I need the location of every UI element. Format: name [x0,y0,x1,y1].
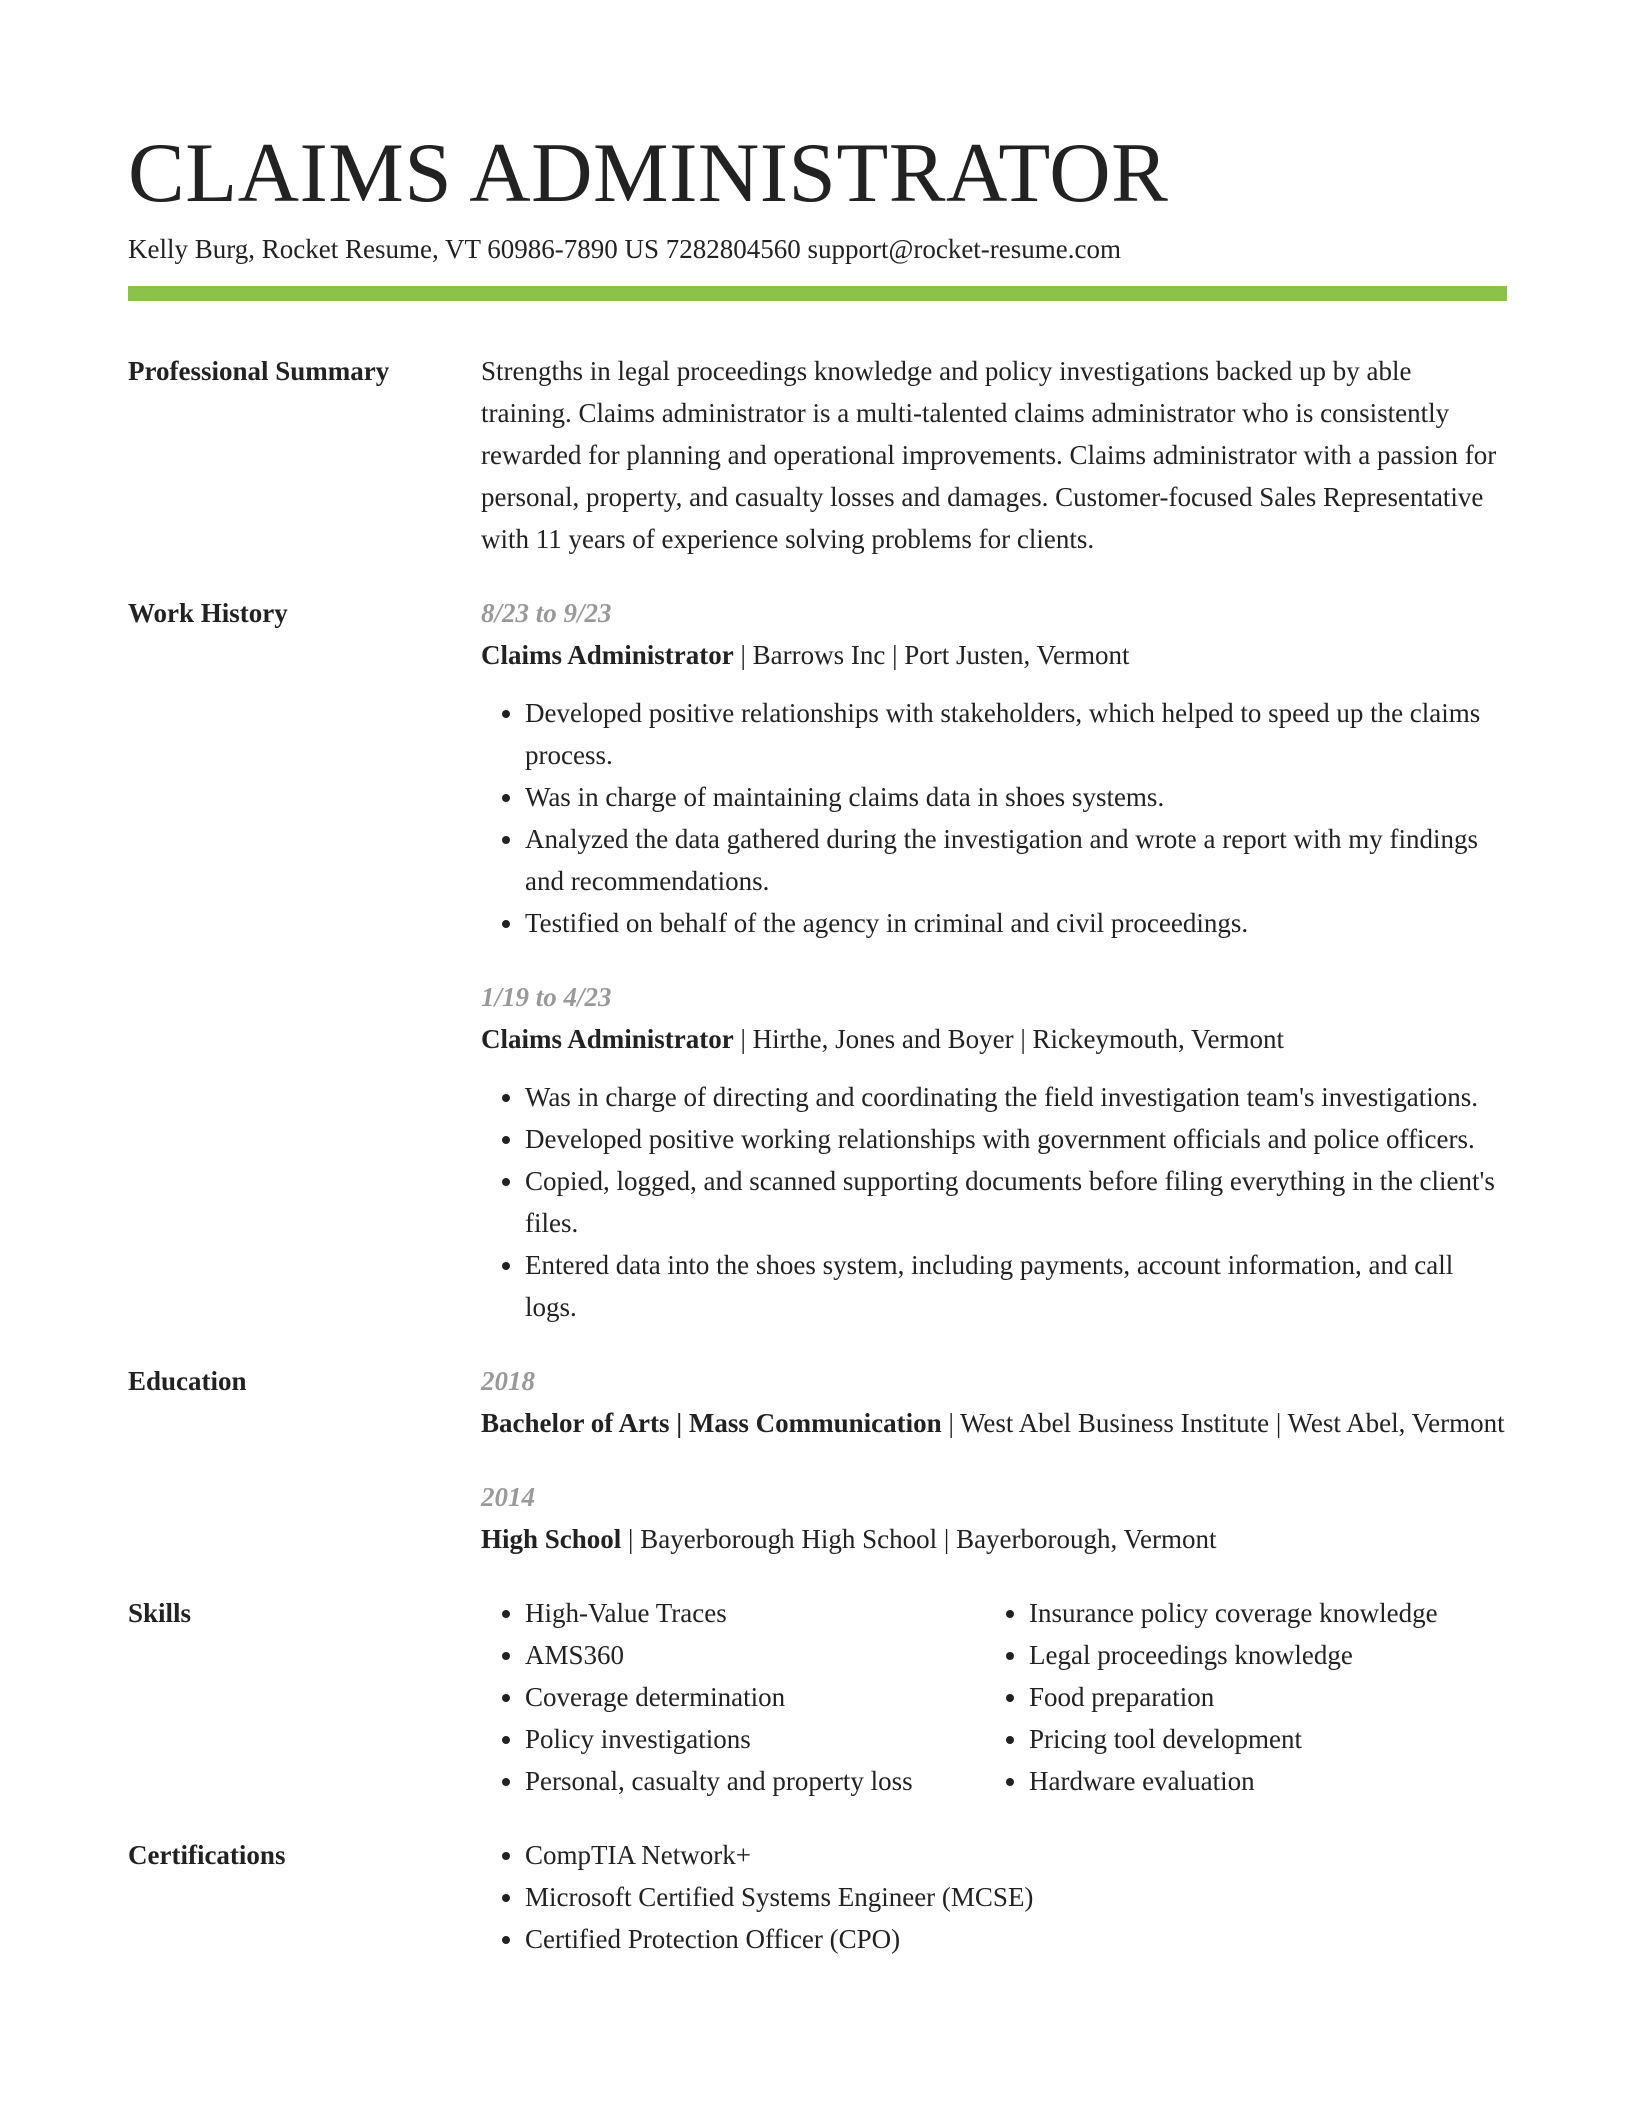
education-entry [481,1360,1507,1444]
skill-item: • Pricing tool development [1029,1718,1489,1760]
section-heading-summary: Professional Summary [128,356,390,386]
section-heading-certifications: Certifications [128,1840,286,1870]
job-bullet: • Was in charge of maintaining claims data in shoes systems. [525,776,1507,818]
summary-text: Strengths in legal proceedings knowledge and policy investigations backed up by able training. Claims administrator is a multi-talented claims administrator who is consistently rewarded for planning and operational improvements. Claims administrator with a passion for personal, property, and casualty losses and damages. Customer-focused Sales Representative with 11 years of experience solving problems for clients. [481,356,1497,554]
certification-item: • Microsoft Certified Systems Engineer (MCSE) [525,1876,1507,1918]
skills-body [481,1592,1507,1802]
section-heading-education: Education [128,1366,247,1396]
job-date: 8/23 to 9/23 [481,598,612,628]
education-line [481,1518,1507,1560]
work-body [481,592,1507,1328]
skill-item: • AMS360 [525,1634,985,1676]
education-body [481,1360,1507,1560]
resume-title: CLAIMS ADMINISTRATOR [128,126,1169,220]
section-heading-work: Work History [128,598,288,628]
education-date: 2014 [481,1482,535,1512]
education-details: | West Abel Business Institute | West Abel, Vermont [941,1408,1505,1438]
job-date: 1/19 to 4/23 [481,982,612,1012]
education-degree: Bachelor of Arts | Mass Communication [481,1408,942,1438]
job-title: Claims Administrator [481,640,734,670]
skill-item: • Coverage determination [525,1676,985,1718]
job-bullet: • Copied, logged, and scanned supporting documents before filing everything in the client's files. [525,1160,1507,1244]
certifications-list [481,1834,1507,1960]
contact-line: Kelly Burg, Rocket Resume, VT 60986-7890 US 7282804560 support@rocket-resume.com [128,234,1122,264]
skill-item: • Policy investigations [525,1718,985,1760]
section-heading-skills: Skills [128,1598,192,1628]
education-date: 2018 [481,1366,535,1396]
job-title-line [481,634,1507,676]
job-bullets [481,692,1507,944]
education-degree: High School [481,1524,622,1554]
skill-item: • Food preparation [1029,1676,1489,1718]
education-line [481,1402,1507,1444]
summary-body [481,350,1507,560]
job-title-line [481,1018,1507,1060]
section-work-history [128,592,1507,1328]
job-details: | Barrows Inc | Port Justen, Vermont [733,640,1130,670]
skill-item: • Hardware evaluation [1029,1760,1489,1802]
job-bullet: • Testified on behalf of the agency in criminal and civil proceedings. [525,902,1507,944]
education-entry [481,1476,1507,1560]
job-bullet: • Entered data into the shoes system, including payments, account information, and call logs. [525,1244,1507,1328]
job-entry [481,976,1507,1328]
job-bullet: • Developed positive working relationships with government officials and police officers. [525,1118,1507,1160]
job-bullets [481,1076,1507,1328]
job-details: | Hirthe, Jones and Boyer | Rickeymouth, Vermont [733,1024,1284,1054]
section-skills [128,1592,1507,1802]
section-education [128,1360,1507,1560]
skill-item: • Insurance policy coverage knowledge [1029,1592,1489,1634]
section-certifications [128,1834,1507,1960]
skills-list-left [481,1592,985,1802]
job-bullet: • Analyzed the data gathered during the investigation and wrote a report with my findings and recommendations. [525,818,1507,902]
skill-item: • Personal, casualty and property loss [525,1760,985,1802]
skill-item: • Legal proceedings knowledge [1029,1634,1489,1676]
skills-grid [481,1592,1507,1802]
certification-item: • Certified Protection Officer (CPO) [525,1918,1507,1960]
job-bullet: • Was in charge of directing and coordinating the field investigation team's investigations. [525,1076,1507,1118]
job-title: Claims Administrator [481,1024,734,1054]
certification-item: • CompTIA Network+ [525,1834,1507,1876]
header-divider [128,286,1507,301]
job-entry [481,592,1507,944]
education-details: | Bayerborough High School | Bayerborough, Vermont [621,1524,1217,1554]
resume-sections [128,350,1507,1992]
skills-list-right [985,1592,1489,1802]
certifications-body [481,1834,1507,1960]
skill-item: • High-Value Traces [525,1592,985,1634]
section-summary [128,350,1507,560]
job-bullet: • Developed positive relationships with stakeholders, which helped to speed up the claims process. [525,692,1507,776]
